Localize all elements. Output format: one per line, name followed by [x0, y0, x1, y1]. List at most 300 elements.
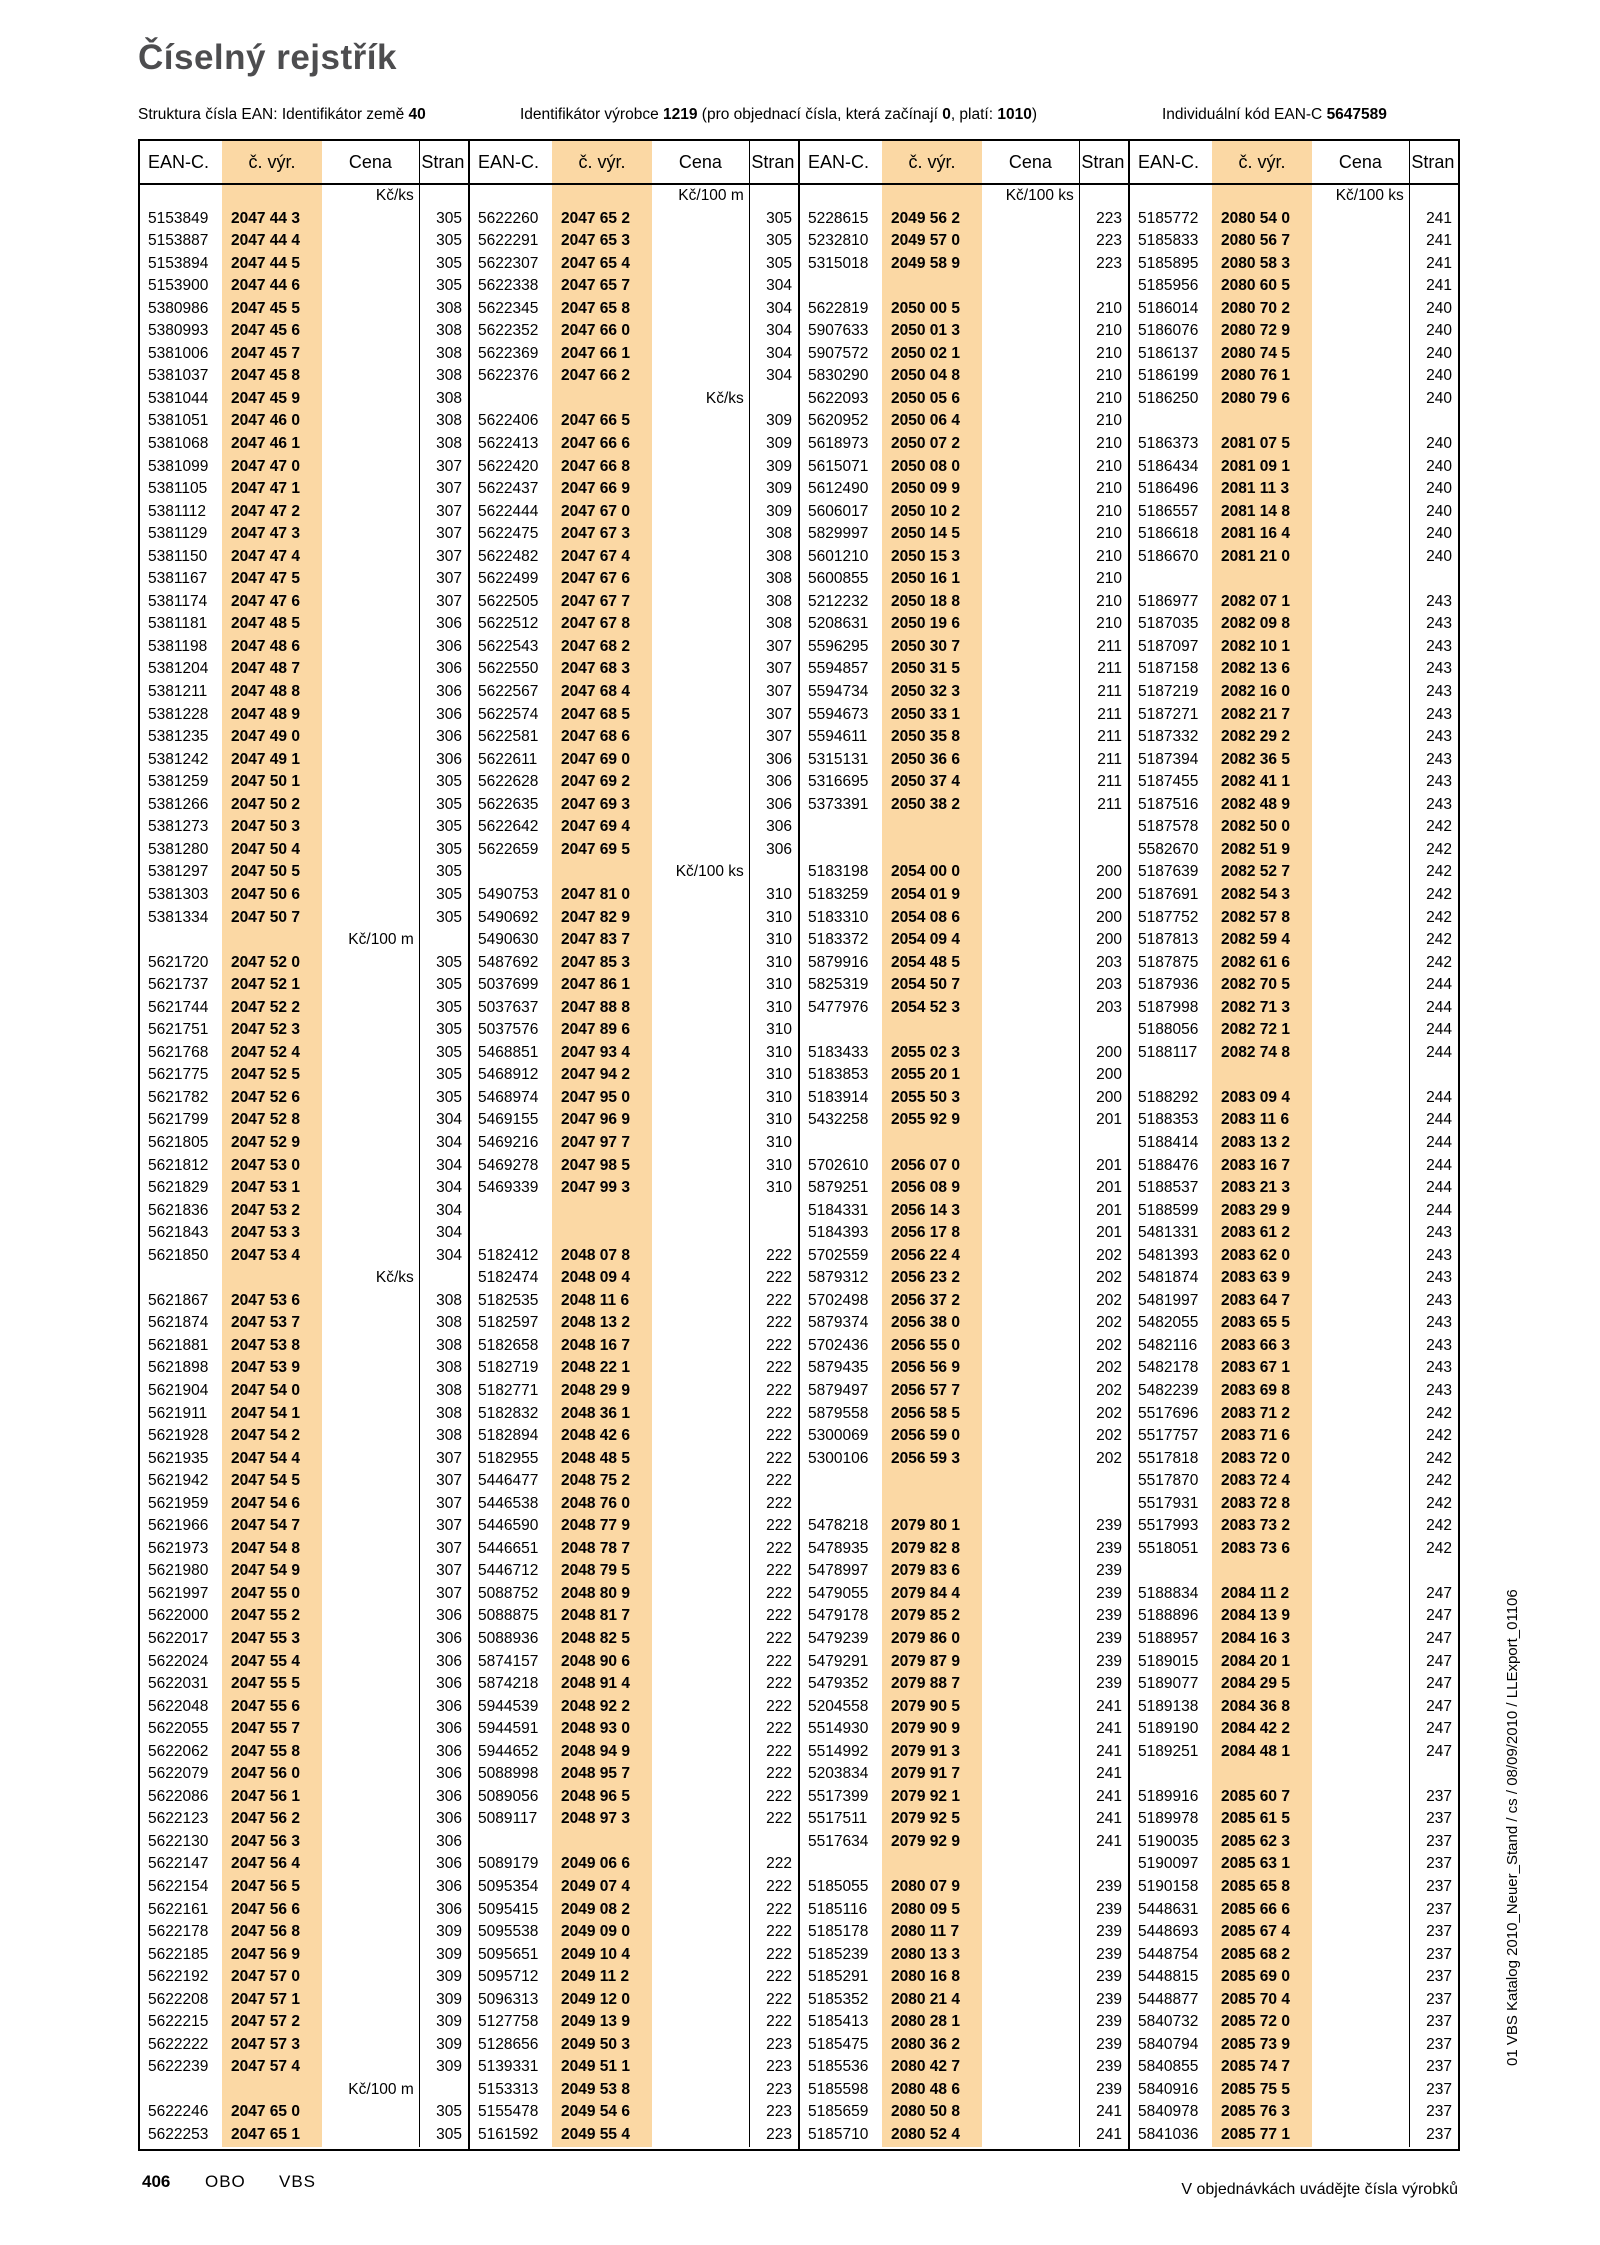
- cell-stran: 237: [1409, 2101, 1458, 2124]
- cell-cena: [322, 1718, 419, 1741]
- cell-ean: [1130, 568, 1212, 591]
- cell-stran: 222: [749, 1380, 798, 1403]
- table-row: [1130, 185, 1458, 208]
- cell-stran: [1079, 185, 1128, 208]
- table-row: [800, 230, 1128, 253]
- cell-cena: [982, 997, 1079, 1020]
- cell-cena: [652, 591, 749, 614]
- cell-stran: 202: [1079, 1245, 1128, 1268]
- table-row: [800, 2034, 1128, 2057]
- cell-stran: 211: [1079, 658, 1128, 681]
- cell-ean: 5185239: [808, 1945, 869, 1963]
- cell-ean: 5468851: [478, 1043, 539, 1061]
- cell-cena: [1312, 1605, 1409, 1628]
- cell-cena: [652, 1312, 749, 1335]
- cell-cena: [982, 1380, 1079, 1403]
- cell-vyr: 2047 81 0: [552, 884, 652, 907]
- cell-stran: 304: [419, 1132, 468, 1155]
- cell-cena: [652, 636, 749, 659]
- cell-ean: 5127758: [478, 2013, 539, 2031]
- table-row: [140, 1380, 468, 1403]
- cell-ean: 5185116: [808, 1900, 868, 1918]
- cell-cena: [982, 658, 1079, 681]
- cell-vyr: 2047 50 2: [222, 794, 322, 817]
- cell-cena: [322, 1853, 419, 1876]
- table-row: [140, 298, 468, 321]
- cell-cena: [652, 749, 749, 772]
- table-row: [800, 1177, 1128, 1200]
- cell-stran: 308: [419, 1380, 468, 1403]
- cell-ean: 5381303: [148, 885, 209, 903]
- cell-ean: 5606017: [808, 502, 869, 520]
- cell-ean: 5088875: [478, 1607, 539, 1625]
- cell-ean: [140, 1267, 222, 1290]
- cell-ean: 5189077: [1138, 1675, 1199, 1693]
- table-row: [470, 1628, 798, 1651]
- cell-ean: 5621737: [148, 976, 209, 994]
- cell-vyr: 2081 21 0: [1212, 546, 1312, 569]
- cell-stran: 241: [1409, 230, 1458, 253]
- cell-stran: 241: [1409, 208, 1458, 231]
- table-row: [140, 1696, 468, 1719]
- cell-cena: [1312, 636, 1409, 659]
- table-row: [470, 1605, 798, 1628]
- cell-ean: 5825319: [808, 976, 869, 994]
- cell-ean: 5702436: [808, 1336, 869, 1354]
- table-row: [470, 884, 798, 907]
- cell-stran: 241: [1079, 1763, 1128, 1786]
- cell-cena: [1312, 929, 1409, 952]
- cell-cena: [652, 1042, 749, 1065]
- cell-cena: Kč/ks: [375, 187, 414, 204]
- cell-cena: [322, 884, 419, 907]
- table-row: [1130, 1628, 1458, 1651]
- table-row: [470, 388, 798, 411]
- col-header-ean: EAN-C.: [478, 152, 540, 172]
- cell-ean: 5188117: [1138, 1043, 1198, 1061]
- cell-ean: [800, 1853, 882, 1876]
- cell-ean: 5622611: [478, 750, 538, 768]
- table-row: [800, 456, 1128, 479]
- cell-stran: 222: [749, 1651, 798, 1674]
- cell-ean: 5621799: [148, 1111, 209, 1129]
- cell-cena: [322, 1696, 419, 1719]
- cell-vyr: 2047 46 1: [222, 433, 322, 456]
- cell-ean: 5596295: [808, 637, 869, 655]
- cell-ean: 5622635: [478, 795, 539, 813]
- cell-cena: [322, 410, 419, 433]
- cell-stran: 309: [419, 1989, 468, 2012]
- cell-ean: 5448754: [1138, 1945, 1199, 1963]
- cell-vyr: 2056 14 3: [882, 1200, 982, 1223]
- table-row: [800, 884, 1128, 907]
- cell-stran: 310: [749, 929, 798, 952]
- cell-cena: [982, 1605, 1079, 1628]
- cell-stran: 307: [419, 1583, 468, 1606]
- cell-ean: 5300069: [808, 1427, 869, 1445]
- table-row: [1130, 1989, 1458, 2012]
- cell-cena: [982, 2056, 1079, 2079]
- cell-ean: 5089179: [478, 1855, 539, 1873]
- cell-cena: [322, 1966, 419, 1989]
- cell-vyr: 2083 61 2: [1212, 1222, 1312, 1245]
- cell-ean: [800, 839, 882, 862]
- cell-stran: 202: [1079, 1267, 1128, 1290]
- cell-stran: 241: [1079, 1696, 1128, 1719]
- cell-vyr: 2056 59 3: [882, 1448, 982, 1471]
- cell-stran: 223: [749, 2056, 798, 2079]
- group-header: [140, 141, 468, 185]
- subtitle-text: Individuální kód EAN-C: [1162, 106, 1327, 123]
- table-row: [1130, 1876, 1458, 1899]
- cell-cena: [652, 1087, 749, 1110]
- cell-cena: [982, 1222, 1079, 1245]
- cell-vyr: 2047 47 5: [222, 568, 322, 591]
- cell-vyr: [222, 929, 322, 952]
- cell-ean: 5622628: [478, 773, 539, 791]
- cell-cena: [322, 636, 419, 659]
- cell-cena: [982, 2034, 1079, 2057]
- table-row: [800, 208, 1128, 231]
- cell-stran: 306: [749, 839, 798, 862]
- cell-vyr: 2047 53 1: [222, 1177, 322, 1200]
- cell-cena: [652, 1290, 749, 1313]
- cell-ean: 5479291: [808, 1652, 869, 1670]
- cell-stran: 223: [1079, 230, 1128, 253]
- cell-cena: [982, 681, 1079, 704]
- table-row: [1130, 726, 1458, 749]
- cell-cena: [982, 456, 1079, 479]
- cell-cena: [652, 1109, 749, 1132]
- page-title: Číselný rejstřík: [138, 38, 397, 77]
- cell-vyr: 2048 75 2: [552, 1470, 652, 1493]
- cell-cena: [322, 1064, 419, 1087]
- table-row: [140, 929, 468, 952]
- cell-cena: [652, 1718, 749, 1741]
- cell-stran: 200: [1079, 861, 1128, 884]
- table-row: [470, 1470, 798, 1493]
- cell-stran: 222: [749, 1335, 798, 1358]
- table-row: [800, 1493, 1128, 1516]
- cell-stran: 241: [1079, 1831, 1128, 1854]
- cell-vyr: 2048 82 5: [552, 1628, 652, 1651]
- cell-stran: 242: [1409, 1425, 1458, 1448]
- cell-ean: [470, 185, 552, 208]
- cell-ean: 5477976: [808, 998, 869, 1016]
- cell-cena: [982, 1403, 1079, 1426]
- cell-stran: 305: [419, 884, 468, 907]
- subtitle-text: , platí:: [950, 106, 998, 123]
- cell-vyr: 2056 07 0: [882, 1155, 982, 1178]
- cell-cena: [1312, 1109, 1409, 1132]
- cell-cena: [1312, 2079, 1409, 2102]
- cell-stran: 210: [1079, 568, 1128, 591]
- cell-ean: 5185475: [808, 2035, 869, 2053]
- table-row: [470, 1989, 798, 2012]
- cell-ean: 5187332: [1138, 728, 1199, 746]
- table-row: [470, 433, 798, 456]
- cell-cena: [322, 320, 419, 343]
- cell-cena: [1312, 1899, 1409, 1922]
- cell-stran: 239: [1079, 2056, 1128, 2079]
- cell-cena: [1312, 1064, 1409, 1087]
- cell-cena: [322, 726, 419, 749]
- cell-vyr: [552, 1222, 652, 1245]
- cell-vyr: 2047 45 5: [222, 298, 322, 321]
- cell-stran: 306: [419, 1651, 468, 1674]
- cell-cena: [322, 388, 419, 411]
- cell-cena: [1312, 1380, 1409, 1403]
- cell-vyr: 2047 49 1: [222, 749, 322, 772]
- cell-ean: 5182658: [478, 1336, 539, 1354]
- cell-vyr: 2050 33 1: [882, 704, 982, 727]
- table-row: [140, 1989, 468, 2012]
- cell-stran: 237: [1409, 1853, 1458, 1876]
- cell-vyr: 2047 47 3: [222, 523, 322, 546]
- cell-vyr: 2047 55 0: [222, 1583, 322, 1606]
- cell-ean: 5380993: [148, 322, 209, 340]
- cell-vyr: 2083 67 1: [1212, 1357, 1312, 1380]
- table-row: [470, 2056, 798, 2079]
- table-row: [1130, 1335, 1458, 1358]
- cell-stran: 307: [419, 523, 468, 546]
- table-row: [1130, 1921, 1458, 1944]
- ean-c-code-value: 5647589: [1326, 106, 1387, 123]
- table-row: [800, 726, 1128, 749]
- cell-cena: [982, 1673, 1079, 1696]
- cell-vyr: 2080 21 4: [882, 1989, 982, 2012]
- cell-vyr: 2047 50 1: [222, 771, 322, 794]
- cell-cena: [652, 1267, 749, 1290]
- cell-stran: 305: [419, 1064, 468, 1087]
- table-row: [800, 2056, 1128, 2079]
- cell-cena: [982, 1087, 1079, 1110]
- cell-ean: 5481393: [1138, 1246, 1199, 1264]
- cell-cena: [1312, 501, 1409, 524]
- cell-stran: 243: [1409, 771, 1458, 794]
- cell-stran: 242: [1409, 839, 1458, 862]
- cell-stran: 222: [749, 1921, 798, 1944]
- table-row: [470, 523, 798, 546]
- table-row: [140, 1763, 468, 1786]
- cell-ean: 5622239: [148, 2058, 209, 2076]
- cell-stran: 244: [1409, 1132, 1458, 1155]
- cell-stran: 210: [1079, 523, 1128, 546]
- cell-vyr: 2081 09 1: [1212, 456, 1312, 479]
- cell-vyr: 2055 02 3: [882, 1042, 982, 1065]
- cell-stran: 239: [1079, 1921, 1128, 1944]
- cell-ean: 5185536: [808, 2058, 869, 2076]
- cell-vyr: 2047 50 3: [222, 816, 322, 839]
- cell-ean: 5490630: [478, 931, 539, 949]
- cell-stran: 243: [1409, 658, 1458, 681]
- cell-ean: 5702610: [808, 1156, 869, 1174]
- cell-cena: [322, 1403, 419, 1426]
- cell-vyr: 2050 01 3: [882, 320, 982, 343]
- cell-ean: 5189251: [1138, 1742, 1199, 1760]
- cell-cena: [322, 794, 419, 817]
- cell-ean: 5622086: [148, 1787, 209, 1805]
- table-row: [800, 704, 1128, 727]
- cell-vyr: 2085 70 4: [1212, 1989, 1312, 2012]
- catalog-table: [138, 139, 1460, 2151]
- table-row: [800, 1335, 1128, 1358]
- cell-ean: 5622475: [478, 525, 539, 543]
- cell-stran: 304: [419, 1245, 468, 1268]
- cell-stran: 202: [1079, 1357, 1128, 1380]
- table-row: [800, 816, 1128, 839]
- cell-vyr: 2047 69 0: [552, 749, 652, 772]
- table-row: [1130, 1109, 1458, 1132]
- cell-cena: [1312, 2034, 1409, 2057]
- table-row: [800, 275, 1128, 298]
- table-row: [800, 1042, 1128, 1065]
- cell-cena: [322, 1222, 419, 1245]
- cell-vyr: 2085 61 5: [1212, 1808, 1312, 1831]
- cell-ean: 5316695: [808, 773, 869, 791]
- cell-vyr: 2085 69 0: [1212, 1966, 1312, 1989]
- cell-ean: 5185055: [808, 1878, 869, 1896]
- cell-ean: 5188896: [1138, 1607, 1199, 1625]
- table-row: [1130, 816, 1458, 839]
- cell-stran: 242: [1409, 907, 1458, 930]
- cell-stran: 211: [1079, 704, 1128, 727]
- cell-ean: [470, 861, 552, 884]
- cell-ean: 5478218: [808, 1517, 869, 1535]
- cell-ean: 5185352: [808, 1990, 869, 2008]
- cell-cena: [322, 1899, 419, 1922]
- table-row: [1130, 1493, 1458, 1516]
- cell-vyr: 2079 82 8: [882, 1538, 982, 1561]
- cell-ean: 5621997: [148, 1584, 209, 1602]
- cell-vyr: 2047 53 2: [222, 1200, 322, 1223]
- cell-vyr: 2047 57 1: [222, 1989, 322, 2012]
- cell-cena: [1312, 2056, 1409, 2079]
- table-row: [140, 1357, 468, 1380]
- cell-vyr: 2084 11 2: [1212, 1583, 1312, 1606]
- cell-stran: 241: [1079, 2101, 1128, 2124]
- cell-stran: 201: [1079, 1109, 1128, 1132]
- table-row: [470, 929, 798, 952]
- table-row: [800, 568, 1128, 591]
- cell-ean: [470, 1200, 552, 1223]
- table-row: [140, 501, 468, 524]
- cell-ean: 5879251: [808, 1179, 869, 1197]
- cell-stran: 239: [1079, 2079, 1128, 2102]
- table-row: [470, 658, 798, 681]
- order-prefix-value: 0: [942, 106, 951, 123]
- table-row: [800, 613, 1128, 636]
- cell-cena: [1312, 2011, 1409, 2034]
- cell-cena: [982, 1470, 1079, 1493]
- table-row: [140, 1628, 468, 1651]
- cell-ean: 5188476: [1138, 1156, 1199, 1174]
- cell-vyr: 2048 92 2: [552, 1696, 652, 1719]
- cell-cena: [652, 2034, 749, 2057]
- table-row: [1130, 907, 1458, 930]
- table-row: [1130, 1087, 1458, 1110]
- cell-stran: 308: [419, 388, 468, 411]
- cell-stran: 239: [1079, 1538, 1128, 1561]
- table-row: [140, 1019, 468, 1042]
- table-row: [470, 1177, 798, 1200]
- column-group-1: [140, 141, 470, 2149]
- cell-ean: 5161592: [478, 2126, 539, 2144]
- cell-ean: 5481331: [1138, 1224, 1199, 1242]
- cell-vyr: 2080 16 8: [882, 1966, 982, 1989]
- cell-vyr: 2083 16 7: [1212, 1155, 1312, 1178]
- cell-cena: [652, 1944, 749, 1967]
- cell-ean: 5622376: [478, 367, 539, 385]
- cell-cena: [982, 1966, 1079, 1989]
- cell-ean: 5187936: [1138, 976, 1199, 994]
- cell-cena: [322, 771, 419, 794]
- cell-ean: 5622444: [478, 502, 539, 520]
- cell-stran: 239: [1079, 2011, 1128, 2034]
- table-row: [140, 1245, 468, 1268]
- cell-ean: 5187455: [1138, 773, 1199, 791]
- cell-ean: 5373391: [808, 795, 869, 813]
- cell-cena: [322, 591, 419, 614]
- cell-cena: [652, 704, 749, 727]
- cell-ean: 5381037: [148, 367, 209, 385]
- cell-vyr: 2082 48 9: [1212, 794, 1312, 817]
- cell-vyr: 2047 52 9: [222, 1132, 322, 1155]
- cell-stran: [419, 2079, 468, 2102]
- cell-stran: 243: [1409, 794, 1458, 817]
- cell-stran: [1409, 410, 1458, 433]
- cell-cena: [1312, 2101, 1409, 2124]
- cell-ean: 5448631: [1138, 1900, 1199, 1918]
- cell-cena: [322, 974, 419, 997]
- country-id-value: 40: [408, 106, 426, 123]
- cell-stran: [749, 1831, 798, 1854]
- cell-cena: [652, 952, 749, 975]
- table-row: [140, 749, 468, 772]
- table-row: [1130, 1064, 1458, 1087]
- cell-ean: 5187035: [1138, 615, 1199, 633]
- cell-stran: 310: [749, 1132, 798, 1155]
- table-row: [140, 907, 468, 930]
- table-row: [1130, 1944, 1458, 1967]
- table-row: [1130, 253, 1458, 276]
- cell-stran: 239: [1079, 1651, 1128, 1674]
- col-header-ean: EAN-C.: [808, 152, 870, 172]
- cell-cena: [322, 568, 419, 591]
- cell-ean: 5622093: [808, 389, 869, 407]
- cell-cena: [652, 1673, 749, 1696]
- cell-cena: [322, 1651, 419, 1674]
- table-row: [140, 658, 468, 681]
- table-row: [1130, 974, 1458, 997]
- cell-ean: 5186076: [1138, 322, 1199, 340]
- cell-cena: [982, 343, 1079, 366]
- cell-cena: [652, 478, 749, 501]
- cell-stran: [419, 929, 468, 952]
- table-row: [470, 726, 798, 749]
- col-header-stran: Stran: [1409, 141, 1458, 183]
- cell-ean: 5187639: [1138, 863, 1199, 881]
- cell-ean: 5517399: [808, 1787, 869, 1805]
- table-row: [140, 2034, 468, 2057]
- cell-cena: [982, 704, 1079, 727]
- cell-vyr: 2081 07 5: [1212, 433, 1312, 456]
- group-rows: [800, 185, 1128, 2149]
- table-row: [1130, 794, 1458, 817]
- cell-ean: 5622338: [478, 277, 539, 295]
- subtitle-text: Identifikátor výrobce: [520, 106, 664, 123]
- cell-cena: [982, 1853, 1079, 1876]
